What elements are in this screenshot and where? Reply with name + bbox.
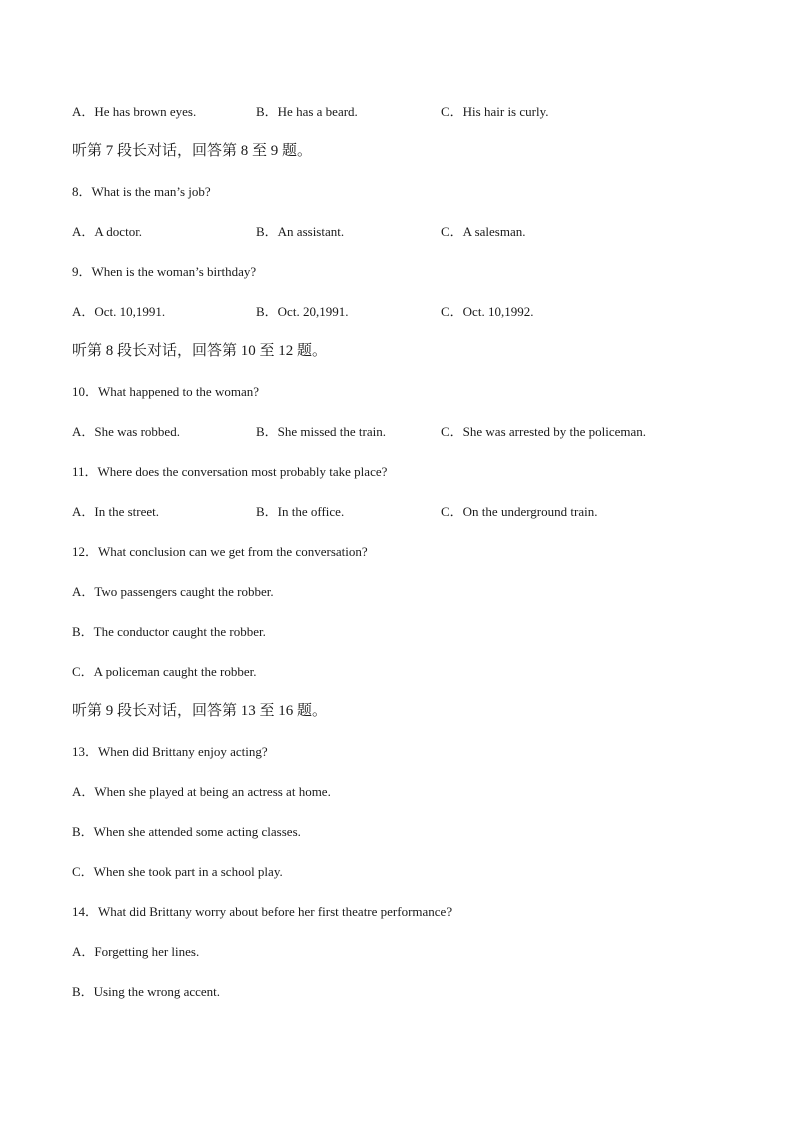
question-14: 14．What did Brittany worry about before her first theatre performance? [72,904,453,919]
option-c: C．A salesman. [441,224,526,239]
option-b: B．He has a beard. [256,104,358,119]
option-b: B．An assistant. [256,224,345,239]
question-14-option-b: B．Using the wrong accent. [72,984,221,999]
option-a: A．A doctor. [72,224,143,239]
option-a: A．She was robbed. [72,424,180,439]
option-b: B．She missed the train. [256,424,386,439]
option-b: B．In the office. [256,504,345,519]
question-13: 13．When did Brittany enjoy acting? [72,744,268,759]
question-13-option-c: C．When she took part in a school play. [72,864,283,879]
question-7-options [72,102,772,122]
option-a: A．Oct. 10,1991. [72,304,166,319]
section-heading-9: 听第 9 段长对话，回答第 13 至 16 题。 [72,703,328,719]
section-heading-8: 听第 8 段长对话，回答第 10 至 12 题。 [72,343,328,359]
option-c: C．On the underground train. [441,504,598,519]
question-13-option-b: B．When she attended some acting classes. [72,824,301,839]
question-11: 11．Where does the conversation most probably take place? [72,464,388,479]
question-12-option-c: C．A policeman caught the robber. [72,664,257,679]
question-8-options [72,222,772,242]
option-c: C．Oct. 10,1992. [441,304,534,319]
question-13-option-a: A．When she played at being an actress at home. [72,784,331,799]
question-12-option-b: B．The conductor caught the robber. [72,624,266,639]
question-10-options [72,422,772,442]
option-c: C．His hair is curly. [441,104,549,119]
option-a: A．He has brown eyes. [72,104,197,119]
question-12: 12．What conclusion can we get from the conversation? [72,544,368,559]
question-9: 9．When is the woman’s birthday? [72,264,257,279]
question-14-option-a: A．Forgetting her lines. [72,944,200,959]
question-11-options [72,502,772,522]
option-c: C．She was arrested by the policeman. [441,424,647,439]
question-10: 10．What happened to the woman? [72,384,259,399]
question-8: 8．What is the man’s job? [72,184,211,199]
question-12-option-a: A．Two passengers caught the robber. [72,584,274,599]
option-b: B．Oct. 20,1991. [256,304,349,319]
option-a: A．In the street. [72,504,160,519]
question-9-options [72,302,772,322]
section-heading-7: 听第 7 段长对话，回答第 8 至 9 题。 [72,143,313,159]
